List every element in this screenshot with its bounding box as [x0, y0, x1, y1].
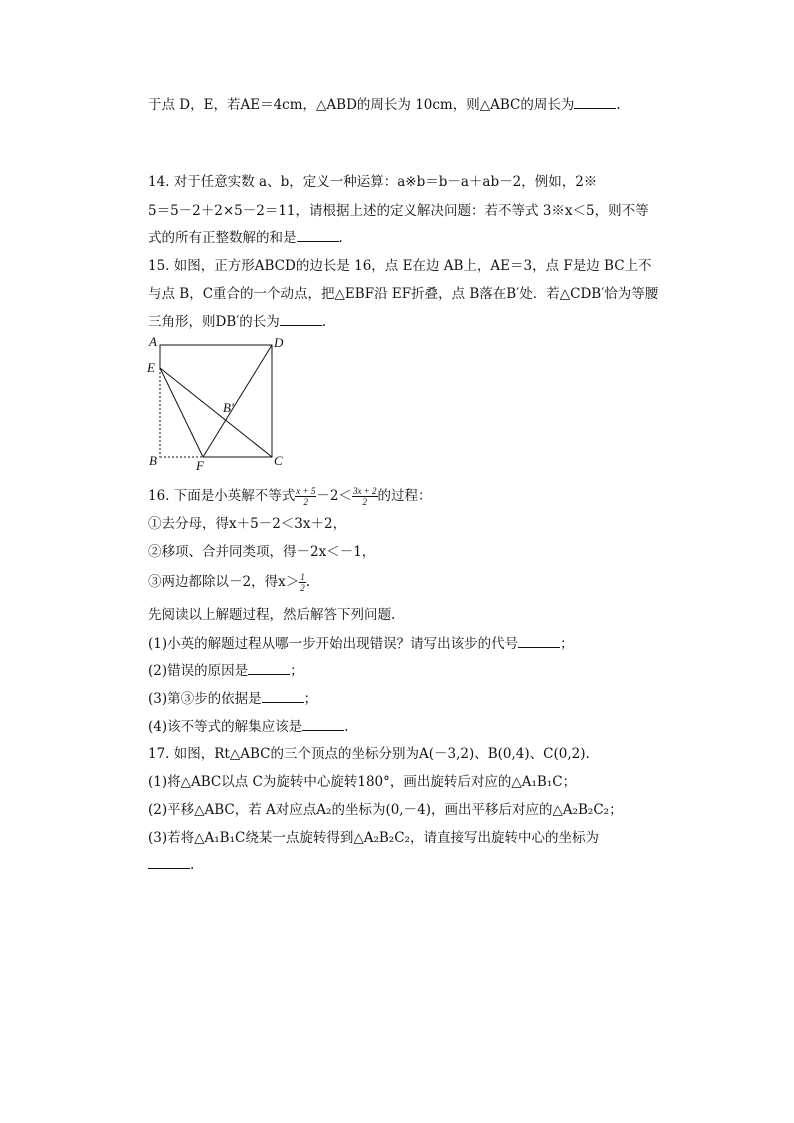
fraction-1-den: 2	[303, 497, 309, 507]
q16-step-3	[148, 572, 310, 593]
q16-part-1-end: ；	[560, 636, 574, 652]
q15-line-1	[148, 257, 652, 275]
q16-part-4	[148, 718, 348, 736]
q17-text-1: 17. 如图，Rt△ABC的三个顶点的坐标分别为A(－3,2)、B(0,4)、C(0,2).	[148, 746, 590, 762]
q16-part-2	[148, 662, 304, 680]
q16-step-1	[148, 515, 346, 533]
q13-tail-text: 于点 D，E，若AE＝4cm，△ABD的周长为 10cm，则△ABC的周长为	[148, 97, 575, 113]
segment-ef	[160, 368, 203, 457]
q16-step-3-end: .	[305, 574, 310, 590]
q17-part-2-text: (2)平移△ABC，若 A对应点A₂的坐标为(0,－4)，画出平移后对应的△A₂B₂C₂；	[148, 802, 623, 818]
q15-line-3	[148, 313, 326, 331]
answer-blank-15[interactable]	[280, 313, 322, 326]
fraction-2-num: 3x + 2	[352, 486, 377, 496]
answer-blank-16-3[interactable]	[262, 690, 304, 703]
q16-part-4-text: (4)该不等式的解集应该是	[148, 719, 303, 735]
answer-blank-13[interactable]	[574, 96, 616, 109]
answer-blank-16-2[interactable]	[248, 662, 290, 675]
q17-part-1-text: (1)将△ABC以点 C为旋转中心旋转180°，画出旋转后对应的△A₁B₁C；	[148, 774, 577, 790]
label-e: E	[147, 360, 155, 375]
label-b-prime: B′	[223, 400, 234, 415]
square-fold-figure	[146, 334, 296, 474]
q16-line-1	[148, 486, 432, 507]
fraction-1-num: x + 5	[296, 486, 316, 496]
q16-part-2-end: ；	[290, 663, 304, 679]
q16-part-3	[148, 690, 317, 708]
q14-text-1: 14. 对于任意实数 a、b，定义一种运算：a※b＝b－a＋ab－2，例如，2※	[148, 174, 598, 190]
q16-read-line	[148, 606, 395, 624]
q13-tail-line	[148, 96, 621, 114]
q16-part-4-end: .	[344, 719, 349, 735]
q14-text-3: 式的所有正整数解的和是	[148, 230, 297, 246]
q13-tail-period: .	[616, 97, 621, 113]
answer-blank-16-4[interactable]	[302, 718, 344, 731]
label-b: B	[149, 453, 157, 468]
q15-line-2	[148, 285, 658, 303]
label-a: A	[149, 334, 157, 349]
q14-period: .	[338, 230, 343, 246]
q14-line-1	[148, 173, 597, 191]
q16-read-text: 先阅读以上解题过程，然后解答下列问题.	[148, 607, 396, 623]
q14-line-2	[148, 202, 649, 220]
q17-part-4-end: .	[190, 857, 195, 873]
q15-text-2: 与点 B，C重合的一个动点，把△EBF沿 EF折叠，点 B落在B′处．若△CDB′恰为等腰	[148, 286, 659, 302]
q16-part-1-text: (1)小英的解题过程从哪一步开始出现错误？请写出该步的代号	[148, 636, 519, 652]
q16-step-3-text: ③两边都除以－2，得x＞	[148, 574, 300, 590]
q17-part-3	[148, 829, 599, 847]
answer-blank-16-1[interactable]	[518, 635, 560, 648]
fraction-3-num: 1	[300, 572, 305, 582]
q14-line-3	[148, 229, 343, 247]
q16-part-1	[148, 635, 574, 653]
q15-period: .	[321, 314, 327, 330]
q15-text-1: 15. 如图，正方形ABCD的边长是 16，点 E在边 AB上，AE＝3，点 F是边 BC上不	[148, 258, 652, 274]
q16-step-1-text: ①去分母，得x＋5－2＜3x＋2，	[148, 516, 347, 532]
q16-part-3-end: ；	[303, 691, 318, 707]
q16-text-post: 的过程：	[377, 488, 432, 504]
label-c: C	[274, 453, 283, 468]
q16-part-2-text: (2)错误的原因是	[148, 663, 249, 679]
answer-blank-17[interactable]	[148, 856, 190, 869]
answer-blank-14[interactable]	[297, 229, 339, 242]
fraction-2	[352, 486, 378, 507]
q17-part-2	[148, 801, 623, 819]
fraction-3-den: 2	[300, 583, 305, 593]
fraction-1	[295, 486, 316, 507]
segment-fd	[203, 345, 272, 457]
q14-text-2: 5＝5－2＋2×5－2＝11，请根据上述的定义解决问题：若不等式 3※x＜5，则不等	[148, 203, 649, 219]
q17-part-3-text: (3)若将△A₁B₁C绕某一点旋转得到△A₂B₂C₂，请直接写出旋转中心的坐标为	[148, 830, 599, 846]
q17-part-1	[148, 773, 576, 791]
q16-text-pre: 16. 下面是小英解不等式	[148, 488, 296, 504]
segment-ec	[160, 368, 272, 457]
label-d: D	[274, 335, 284, 350]
fraction-2-den: 2	[362, 497, 367, 507]
label-f: F	[196, 458, 204, 473]
q16-text-mid: －2＜	[316, 488, 352, 504]
q16-step-2	[148, 543, 375, 561]
q17-line-1	[148, 745, 590, 763]
q16-part-3-text: (3)第③步的依据是	[148, 691, 262, 707]
q15-text-3: 三角形，则DB′的长为	[148, 314, 280, 330]
square-abcd	[160, 345, 272, 457]
q16-step-2-text: ②移项、合并同类项，得－2x＜－1，	[148, 544, 376, 560]
q17-part-4	[148, 856, 194, 874]
